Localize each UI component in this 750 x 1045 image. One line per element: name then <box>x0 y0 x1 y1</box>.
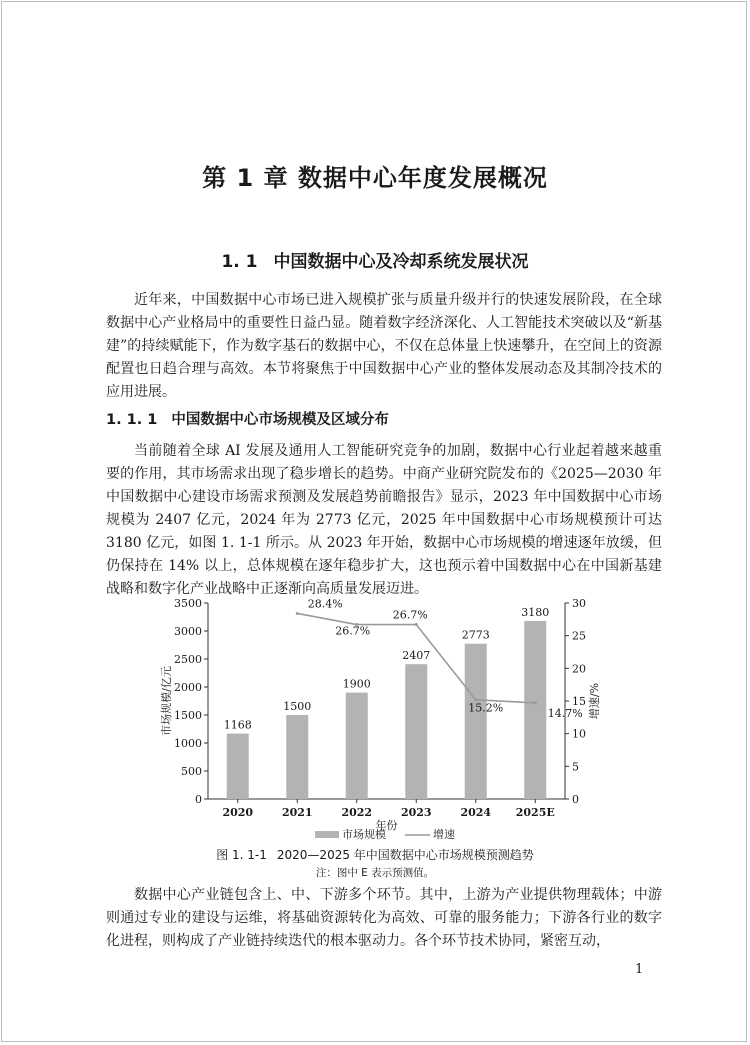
bar-value-label: 2407 <box>402 649 431 663</box>
market-paragraph: 当前随着全球 AI 发展及通用人工智能研究竞争的加剧，数据中心行业起着越来越重要的作用，其市场需求出现了稳步增长的趋势。中商产业研究院发布的《2025—2030 年中国数据中心建设市场需求预测及发展趋势前瞻报告》显示，2023 年中国数据中心市场规模为 2407 亿元，2024 年为 2773 亿元，2025 年中国数据中心市场规模预计可达 3180 亿元，如图 1. 1-1 所示。从 2023 年开始，数据中心市场规模的增速逐年放缓，但仍保持在 14% 以上，总体规模在逐年稳步扩大，这也预示着中国数据中心在中国新基建战略和数字化产业战略中正逐渐向高质量发展迈进。 <box>106 443 662 597</box>
y-right-tick-label: 30 <box>572 597 586 610</box>
subsection-number: 1. 1. 1 <box>106 412 158 428</box>
section-title <box>0 247 750 272</box>
subsection-title <box>106 408 389 429</box>
growth-value-label: 28.4% <box>307 597 343 611</box>
y-left-tick-label: 500 <box>181 765 202 778</box>
bar <box>227 734 249 799</box>
bar-value-label: 2773 <box>461 628 490 642</box>
bar <box>465 644 487 799</box>
bar-value-label: 1500 <box>283 700 312 713</box>
bar-value-label: 1900 <box>342 677 371 691</box>
legend-bar-swatch <box>315 831 339 838</box>
bar <box>346 693 368 799</box>
page-number: 1 <box>635 962 644 977</box>
growth-value-label: 14.7% <box>547 706 583 720</box>
chart-svg <box>140 593 610 843</box>
x-tick-label: 2021 <box>281 806 313 819</box>
x-tick-label: 2020 <box>222 806 254 819</box>
bar <box>405 664 427 799</box>
bar-value-label: 3180 <box>521 605 550 619</box>
chain-paragraph: 数据中心产业链包含上、中、下游多个环节。其中，上游为产业提供物理载体；中游则通过专业的建设与运维，将基础资源转化为高效、可靠的服务能力；下游各行业的数字化进程，则构成了产业链持续迭代的根本驱动力。各个环节技术协同，紧密互动， <box>106 887 662 949</box>
subsection-heading: 中国数据中心市场规模及区域分布 <box>171 412 389 428</box>
y-right-tick-label: 0 <box>572 793 579 806</box>
growth-value-label: 26.7% <box>392 608 428 622</box>
growth-point <box>296 612 299 615</box>
x-tick-label: 2025E <box>515 806 555 819</box>
y-right-tick-label: 20 <box>572 662 586 676</box>
y-left-tick-label: 2000 <box>174 681 202 694</box>
legend-line-label: 增速 <box>433 828 455 841</box>
y-right-axis-title: 增速/% <box>588 682 601 720</box>
y-left-tick-label: 1500 <box>174 709 202 722</box>
figure-caption <box>0 846 750 863</box>
figure-caption-text: 2020—2025 年中国数据中心市场规模预测趋势 <box>276 848 534 862</box>
intro-paragraph: 近年来，中国数据中心市场已进入规模扩张与质量升级并行的快速发展阶段，在全球数据中心产业格局中的重要性日益凸显。随着数字经济深化、人工智能技术突破以及“新基建”的持续赋能下，作为数字基石的数据中心，不仅在总体量上快速攀升，在空间上的资源配置也日趋合理与高效。本节将聚焦于中国数据中心产业的整体发展动态及其制冷技术的应用进展。 <box>106 292 662 400</box>
growth-value-label: 26.7% <box>335 624 371 638</box>
x-tick-label: 2024 <box>460 806 492 819</box>
market-size-chart <box>140 593 610 843</box>
y-left-tick-label: 3500 <box>174 597 202 610</box>
growth-point <box>415 623 418 626</box>
y-right-tick-label: 25 <box>572 629 586 643</box>
growth-point <box>534 701 537 704</box>
x-tick-label: 2022 <box>341 806 373 819</box>
y-left-tick-label: 2500 <box>174 653 202 666</box>
legend-bar-label: 市场规模 <box>342 828 386 841</box>
y-left-tick-label: 1000 <box>174 737 202 750</box>
chapter-title: 第 1 章 数据中心年度发展概况 <box>202 164 548 192</box>
y-right-tick-label: 10 <box>572 727 586 741</box>
bar <box>286 715 308 799</box>
figure-note: 注：图中 E 表示预测值。 <box>315 867 435 879</box>
x-axis-title: 年份 <box>375 819 398 832</box>
y-left-tick-label: 3000 <box>174 625 202 638</box>
growth-value-label: 15.2% <box>468 701 504 715</box>
y-right-tick-label: 5 <box>572 760 579 774</box>
section-heading: 中国数据中心及冷却系统发展状况 <box>273 252 529 272</box>
x-tick-label: 2023 <box>400 806 432 819</box>
y-left-axis-title: 市场规模/亿元 <box>160 666 173 736</box>
bar-value-label: 1168 <box>223 718 252 732</box>
bar <box>524 621 546 799</box>
y-left-tick-label: 0 <box>195 793 202 806</box>
section-number: 1. 1 <box>221 252 258 272</box>
y-right-tick-label: 15 <box>572 695 586 708</box>
figure-number: 图 1. 1-1 <box>216 848 267 862</box>
